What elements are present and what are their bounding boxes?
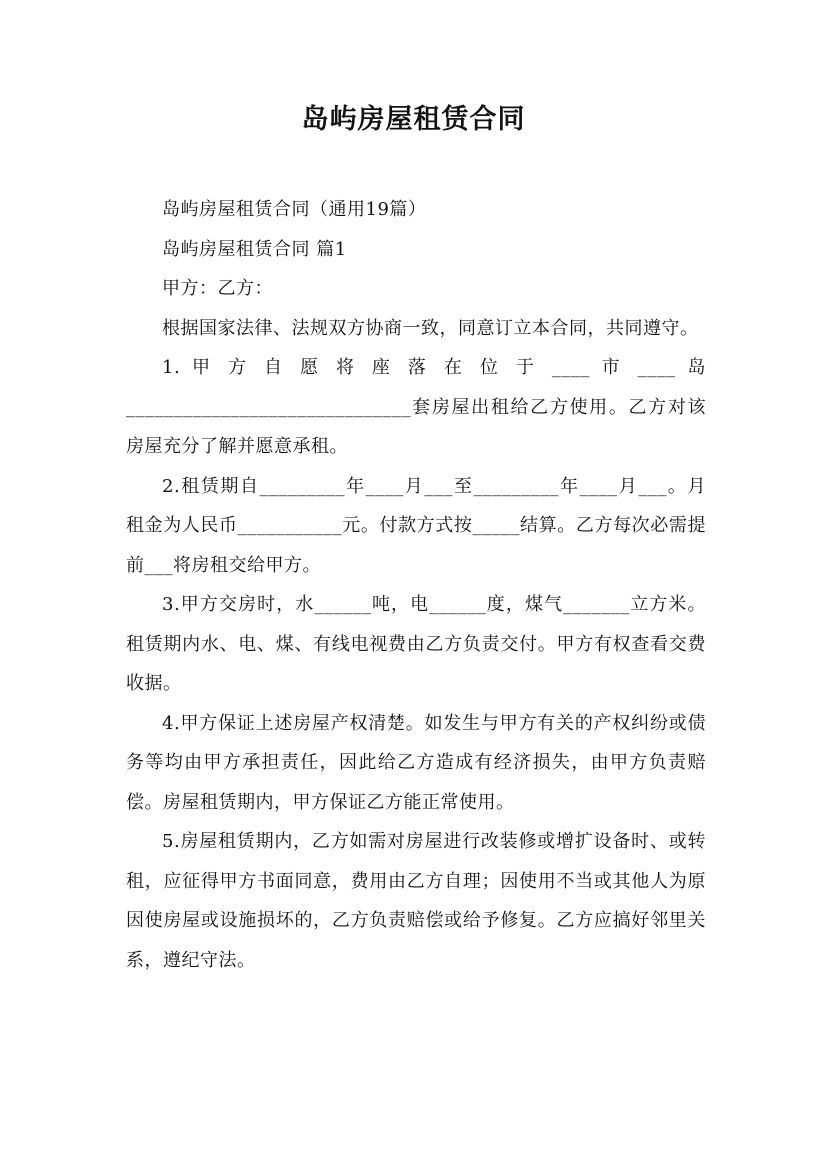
document-title: 岛屿房屋租赁合同 (301, 104, 526, 135)
paragraph-clause-5: 5.房屋租赁期内，乙方如需对房屋进行改装修或增扩设备时、或转租，应征得甲方书面同意，费用由乙方自理；因使用不当或其他人为原因使房屋或设施损坏的，乙方负责赔偿或给予修复。乙方应搞好邻里关系，遵纪守法。 (126, 831, 706, 971)
paragraph-preamble: 根据国家法律、法规双方协商一致，同意订立本合同，共同遵守。 (162, 317, 699, 339)
paragraph-clause-1: 1. 甲 方 自 愿 将 座 落 在 位 于 ____ 市 ____ 岛 ______________________________套房屋出租给乙方使用。乙方对该房屋充分了解并愿意承租。 (126, 357, 706, 457)
paragraph-subtitle: 岛屿房屋租赁合同（通用19篇） (162, 199, 427, 220)
paragraph-clause-3: 3.甲方交房时，水______吨，电______度，煤气_______立方米。租赁期内水、电、煤、有线电视费由乙方负责交付。甲方有权查看交费收据。 (126, 594, 707, 694)
document-body (126, 190, 706, 980)
paragraph-section-heading: 岛屿房屋租赁合同 篇1 (162, 238, 347, 260)
paragraph-clause-4: 4.甲方保证上述房屋产权清楚。如发生与甲方有关的产权纠纷或债务等均由甲方承担责任，因此给乙方造成有经济损失，由甲方负责赔偿。房屋租赁期内，甲方保证乙方能正常使用。 (126, 712, 706, 813)
paragraph-clause-2: 2.租赁期自_________年____月___至_________年____月___。月租金为人民币___________元。付款方式按_____结算。乙方每次必需提前___将房租交给甲方。 (126, 475, 706, 576)
paragraph-parties: 甲方：乙方： (162, 278, 273, 299)
